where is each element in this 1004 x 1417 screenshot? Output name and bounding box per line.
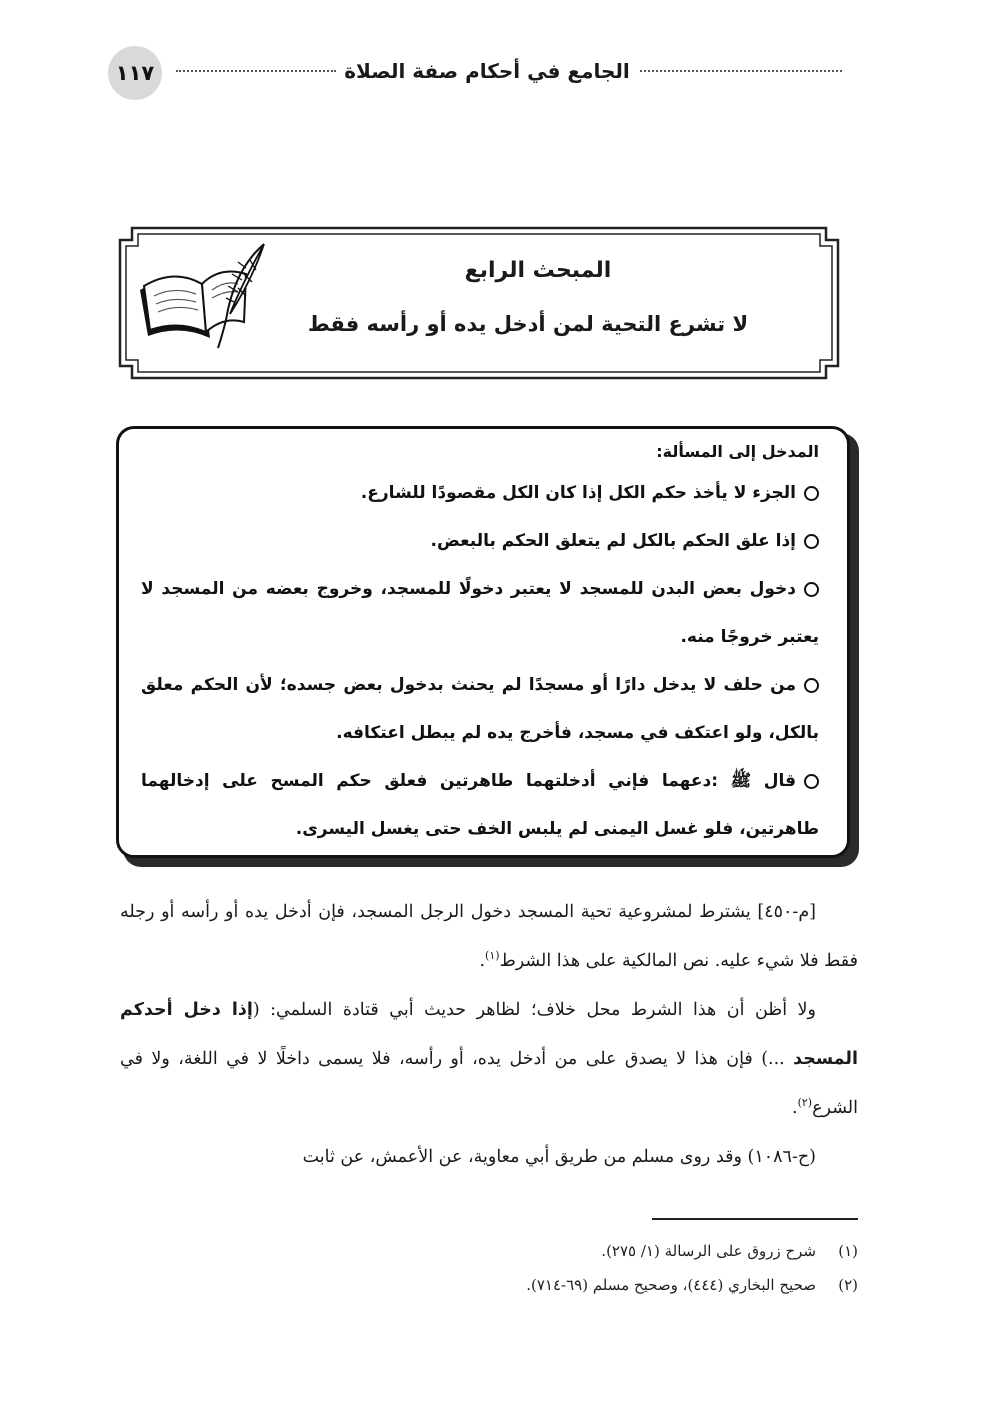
rule-item <box>141 517 819 565</box>
ring-bullet-icon <box>804 486 819 501</box>
rule-text: من حلف لا يدخل دارًا أو مسجدًا لم يحنث بدخول بعض جسده؛ لأن الحكم معلق بالكل، ولو اعتكف في مسجد، فأخرج يده لم يبطل اعتكافه. <box>141 675 819 743</box>
rules-heading: المدخل إلى المسألة: <box>656 442 819 461</box>
section-heading: المبحث الرابع <box>464 258 612 283</box>
footnotes <box>300 1234 858 1302</box>
header-leader-right <box>640 70 842 72</box>
footnote-ref-2[interactable]: (٢) <box>797 1096 813 1110</box>
rule-text: قال ﷺ :دعهما فإني أدخلتهما طاهرتين فعلق حكم المسح على إدخالهما طاهرتين، فلو غسل اليمنى لم يلبس الخف حتى يغسل اليسرى. <box>141 771 819 839</box>
footnote-number: (١) <box>838 1242 858 1260</box>
paragraph-1: [م-٤٥٠] يشترط لمشروعية تحية المسجد دخول الرجل المسجد، فإن أدخل يده أو رأسه أو رجله فقط فلا شيء عليه. نص المالكية على هذا الشرط$^{(١)}$. <box>120 902 858 971</box>
rule-item <box>141 661 819 757</box>
ring-bullet-icon <box>804 774 819 789</box>
rule-text: دخول بعض البدن للمسجد لا يعتبر دخولًا للمسجد، وخروج بعضه من المسجد لا يعتبر خروجًا منه. <box>141 579 819 647</box>
page-number: ١١٧ <box>115 61 155 85</box>
page-number-badge <box>108 46 162 100</box>
paragraph-1-text: [م-٤٥٠] يشترط لمشروعية تحية المسجد دخول الرجل المسجد، فإن أدخل يده أو رأسه أو رجله فقط فلا شيء عليه. نص المالكية على هذا الشرط <box>120 902 858 971</box>
section-title-frame <box>118 226 840 380</box>
rules-box <box>116 426 850 858</box>
open-book-quill-icon <box>134 240 274 350</box>
paragraph-2: ولا أظن أن هذا الشرط محل خلاف؛ لظاهر حديث أبي قتادة السلمي: (إذا دخل أحدكم المسجد ...) فإن هذا لا يصدق على من أدخل يده، أو رأسه، فلا يسمى داخلًا لا في اللغة، ولا في الشرع$^{(٢)}$. <box>120 1000 858 1118</box>
section-subtitle: لا تشرع التحية لمن أدخل يده أو رأسه فقط <box>307 312 749 336</box>
rule-text: إذا علق الحكم بالكل لم يتعلق الحكم بالبعض. <box>430 531 796 551</box>
paragraph-3: (ح-١٠٨٦) وقد روى مسلم من طريق أبي معاوية، عن الأعمش، عن ثابت <box>302 1147 816 1167</box>
ring-bullet-icon <box>804 534 819 549</box>
footnote-2 <box>300 1268 858 1302</box>
ring-bullet-icon <box>804 678 819 693</box>
paragraph-2-text-a: ولا أظن أن هذا الشرط محل خلاف؛ لظاهر حديث أبي قتادة السلمي: ( <box>252 1000 816 1020</box>
rule-item <box>141 757 819 853</box>
footnote-separator <box>652 1218 858 1220</box>
footnote-text: صحيح البخاري (٤٤٤)، وصحيح مسلم (٦٩-٧١٤). <box>526 1276 816 1294</box>
ring-bullet-icon <box>804 582 819 597</box>
rule-item <box>141 565 819 661</box>
footnote-number: (٢) <box>838 1276 858 1294</box>
footnote-1 <box>300 1234 858 1268</box>
footnote-ref-1[interactable]: (١) <box>485 949 500 963</box>
rule-item <box>141 469 819 517</box>
header-leader-left <box>176 70 336 72</box>
hadith-quote: إذا دخل أحدكم المسجد <box>120 1000 858 1069</box>
paragraph-2-text-b: ...) فإن هذا لا يصدق على من أدخل يده، أو رأسه، فلا يسمى داخلًا لا في اللغة، ولا في الشرع <box>120 1049 858 1118</box>
running-title: الجامع في أحكام صفة الصلاة <box>344 59 630 83</box>
footnote-text: شرح زروق على الرسالة (١/ ٢٧٥). <box>601 1242 816 1260</box>
body-text <box>120 888 858 1182</box>
rule-text: الجزء لا يأخذ حكم الكل إذا كان الكل مقصودًا للشارع. <box>360 483 796 503</box>
